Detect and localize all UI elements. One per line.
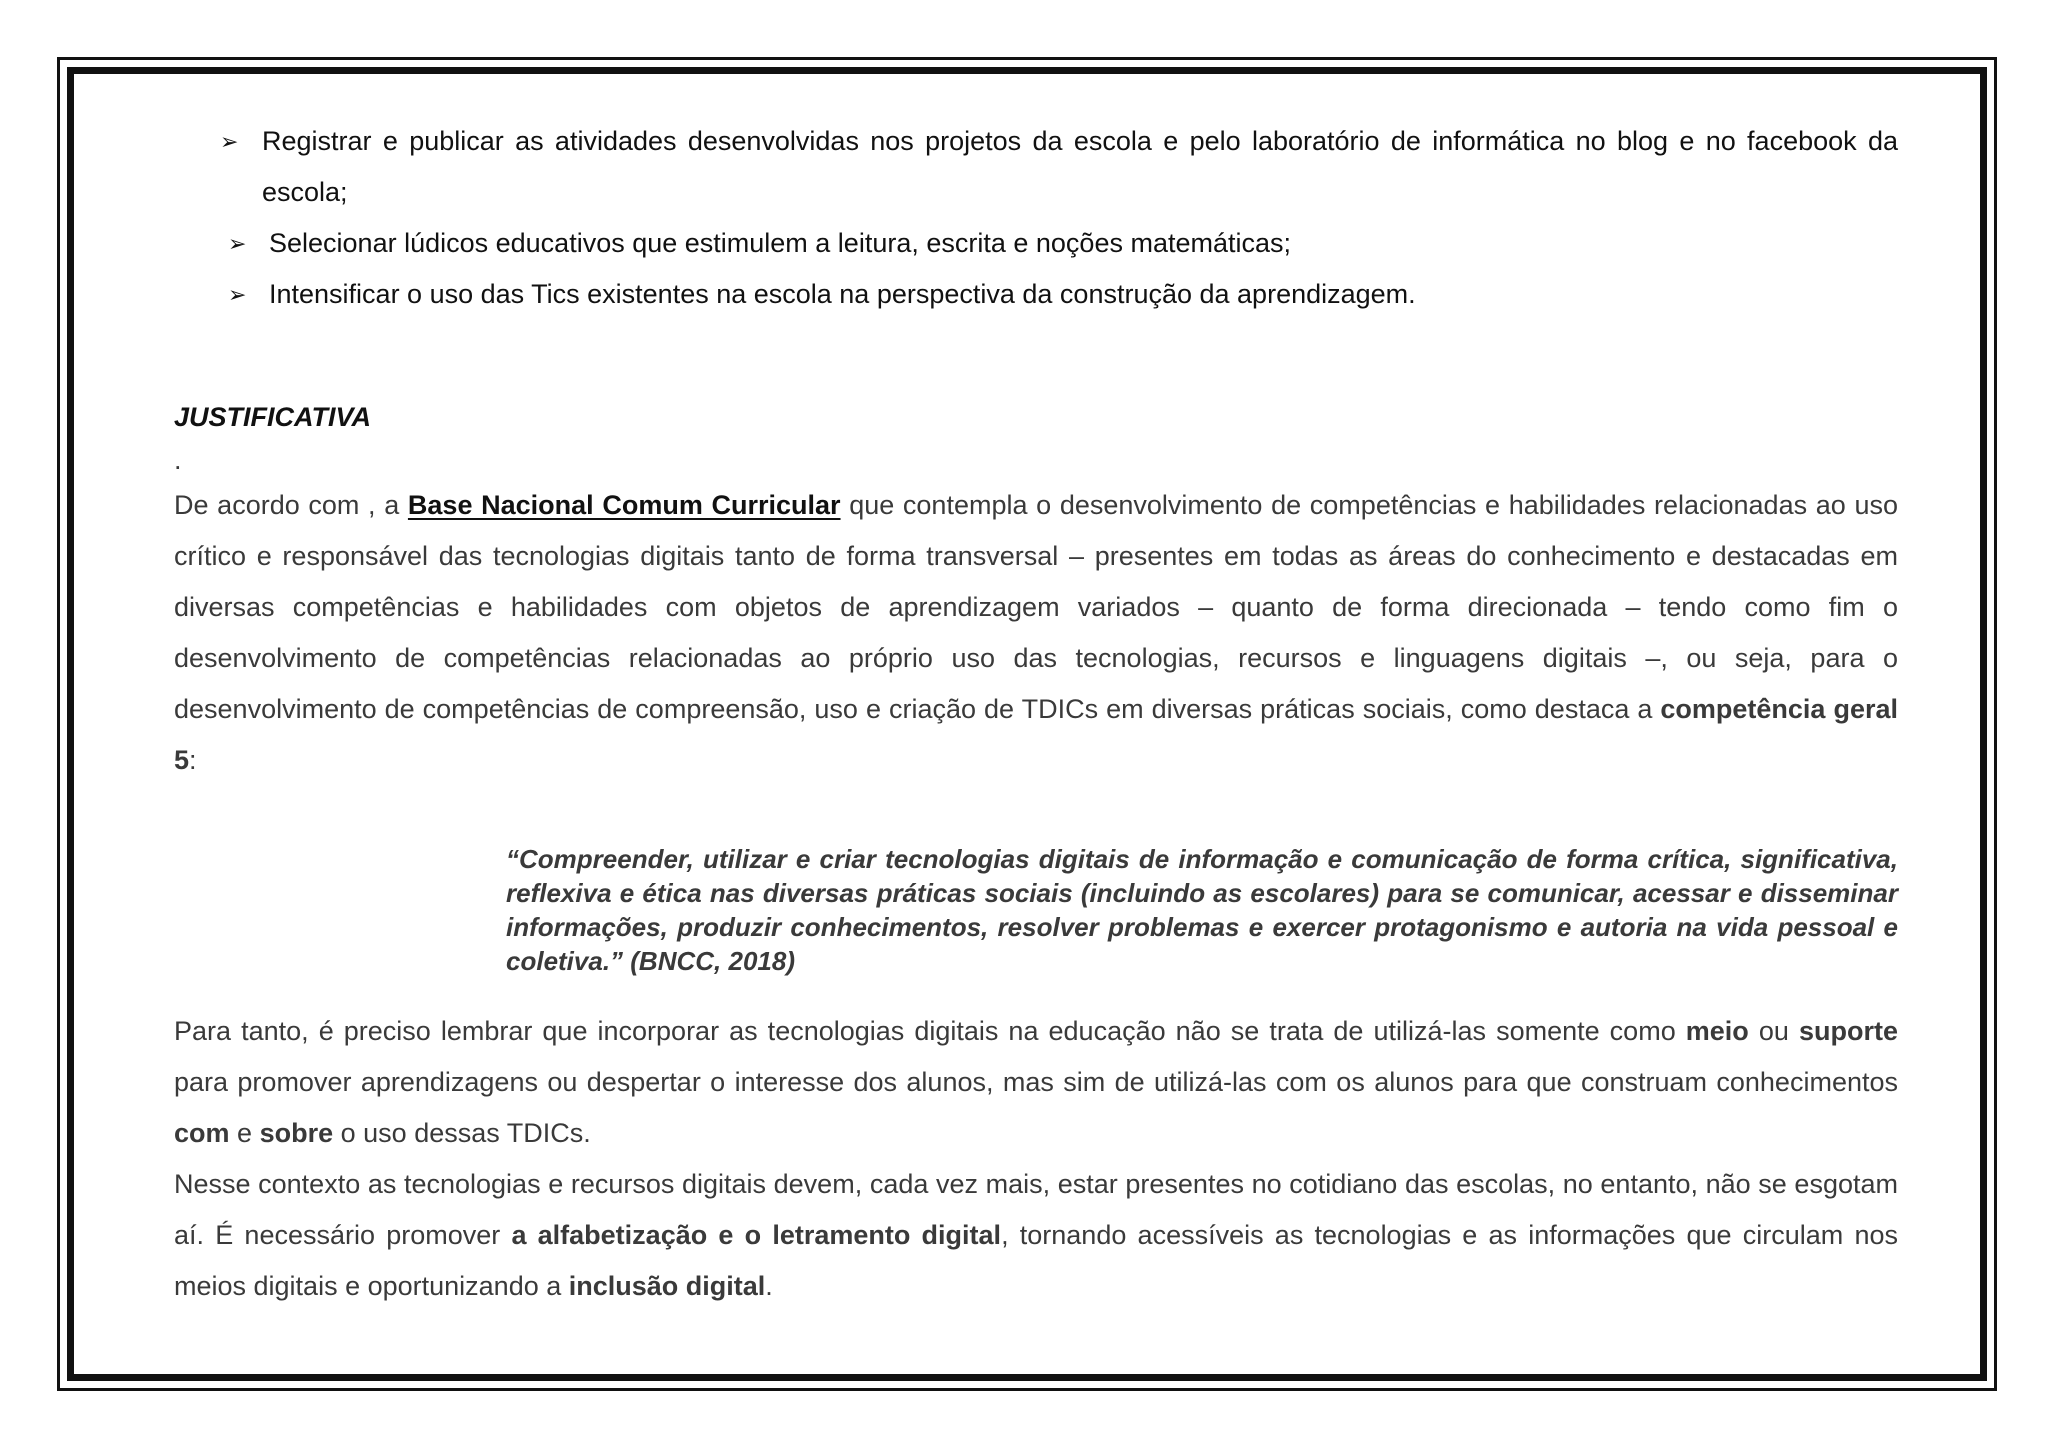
document-body [174, 116, 1898, 1312]
list-item [174, 116, 1898, 218]
paragraph-bold: a alfabetização e o letramento digital [511, 1220, 1002, 1250]
paragraph-bold: suporte [1798, 1016, 1898, 1046]
paragraph-text: que contempla o desenvolvimento de competências e habilidades relacionadas ao uso crítico e responsável das tecnologias digitais tanto de forma transversal – presentes em todas as áreas do conhecimento e destacadas em diversas competências e habilidades com objetos de aprendizagem variados – quanto de forma direcionada – tendo como fim o desenvolvimento de competências relacionadas ao próprio uso das tecnologias, recursos e linguagens digitais –, ou seja, para o desenvolvimento de competências de compreensão, uso e criação de TDICs em diversas práticas sociais, como destaca a [174, 490, 1898, 724]
paragraph-bold: competência geral 5 [174, 694, 1898, 775]
block-quote: “Compreender, utilizar e criar tecnologias digitais de informação e comunicação de forma crítica, significativa, reflexiva e ética nas diversas práticas sociais (incluindo as escolares) para se comunicar, acessar e disseminar informações, produzir conhecimentos, resolver problemas e exercer protagonismo e autoria na vida pessoal e coletiva.” (BNCC, 2018) [506, 844, 1898, 976]
stray-dot: . [174, 445, 182, 475]
list-item-text: Registrar e publicar as atividades desenvolvidas nos projetos da escola e pelo laboratório de informática no blog e no facebook da escola; [262, 126, 1898, 207]
arrow-bullet-icon: ➢ [220, 129, 239, 154]
section-heading: JUSTIFICATIVA [174, 402, 372, 432]
paragraph-second [174, 1006, 1898, 1159]
paragraph-text: e [237, 1118, 253, 1148]
paragraph-text: : [189, 745, 197, 775]
list-item-text: Intensificar o uso das Tics existentes na escola na perspectiva da construção da aprendizagem. [269, 279, 1416, 309]
paragraph-text: Para tanto, é preciso lembrar que incorporar as tecnologias digitais na educação não se trata de utilizá-las somente como [174, 1016, 1676, 1046]
paragraph-text: . [765, 1271, 773, 1301]
objectives-list [174, 116, 1898, 320]
paragraph-bold: sobre [259, 1118, 334, 1148]
paragraph-third [174, 1159, 1898, 1312]
list-item [174, 218, 1898, 269]
paragraph-bold: meio [1685, 1016, 1749, 1046]
bncc-link[interactable]: Base Nacional Comum Curricular [407, 490, 841, 520]
paragraph-text: ou [1758, 1016, 1789, 1046]
arrow-bullet-icon: ➢ [228, 231, 247, 256]
arrow-bullet-icon: ➢ [228, 282, 247, 307]
list-item [174, 269, 1898, 320]
list-item-text: Selecionar lúdicos educativos que estimulem a leitura, escrita e noções matemáticas; [269, 228, 1292, 258]
paragraph-bold: com [174, 1118, 230, 1148]
paragraph-text: De acordo com , a [174, 490, 400, 520]
paragraph-text: para promover aprendizagens ou despertar o interesse dos alunos, mas sim de utilizá-las com os alunos para que construam conhecimentos [174, 1067, 1898, 1097]
paragraph-text: o uso dessas TDICs. [340, 1118, 591, 1148]
paragraph-intro [174, 480, 1898, 786]
paragraph-text: Nesse contexto as tecnologias e recursos digitais devem, cada vez mais, estar presentes no cotidiano das escolas, no entanto, não se esgotam aí. É necessário promover [174, 1169, 1898, 1250]
paragraph-text: , tornando acessíveis as tecnologias e as informações que circulam nos meios digitais e oportunizando a [174, 1220, 1898, 1301]
paragraph-bold: inclusão digital [568, 1271, 766, 1301]
